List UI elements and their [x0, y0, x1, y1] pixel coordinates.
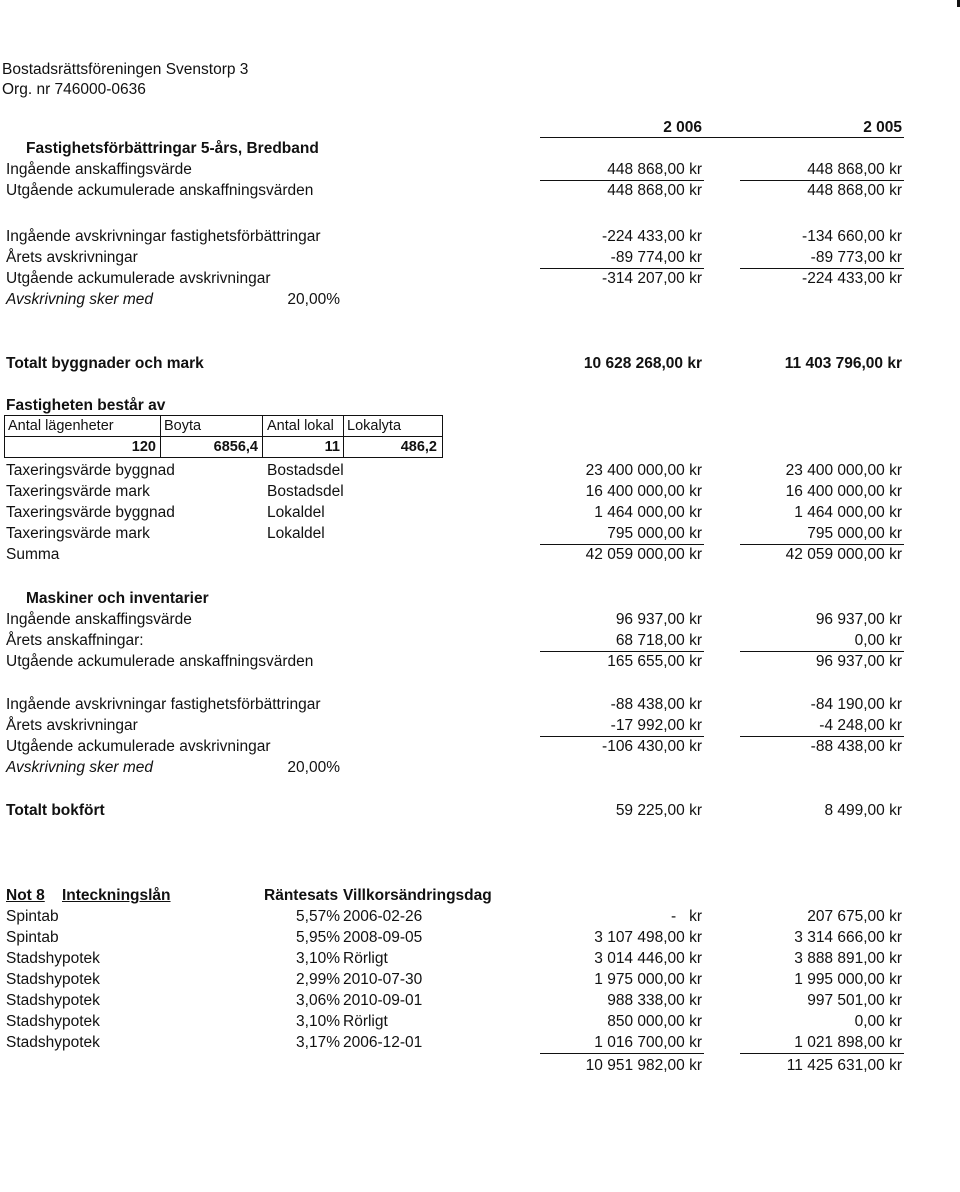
fastighet-avskr-2005: -89 773,00 kr — [810, 249, 902, 266]
loan-2005: 3 314 666,00 kr — [794, 929, 902, 946]
maskiner-row-2005: 0,00 kr — [854, 632, 902, 649]
taxering-2005: 23 400 000,00 kr — [785, 462, 902, 479]
maskiner-avskr-label: Utgående ackumulerade avskrivningar — [6, 738, 271, 755]
fastighet-avskr-2005: -134 660,00 kr — [802, 228, 902, 245]
fastighet-avskr-label: Ingående avskrivningar fastighetsförbättringar — [6, 228, 321, 245]
taxering-2005: 16 400 000,00 kr — [785, 483, 902, 500]
table-value-lagenheter: 120 — [131, 439, 156, 455]
not8-rate-header: Räntesats — [264, 887, 339, 904]
loan-2005: 1 995 000,00 kr — [794, 971, 902, 988]
rule — [540, 1053, 704, 1054]
loan-lender: Stadshypotek — [6, 1013, 100, 1030]
fastighet-avskr-label: Utgående ackumulerade avskrivningar — [6, 270, 271, 287]
taxering-part: Bostadsdel — [267, 483, 344, 500]
totalt-byggnader-label: Totalt byggnader och mark — [6, 355, 204, 372]
taxering-2005: 795 000,00 kr — [807, 525, 902, 542]
loan-date: 2008-09-05 — [343, 929, 423, 946]
fastighet-row-label: Utgående ackumulerade anskaffningsvärden — [6, 182, 314, 199]
rule — [740, 268, 904, 269]
loan-lender: Stadshypotek — [6, 992, 100, 1009]
loan-date: Rörligt — [343, 950, 388, 967]
org-number: Org. nr 746000-0636 — [2, 81, 146, 98]
fastigheten-title: Fastigheten består av — [6, 397, 166, 414]
loan-date: 2010-09-01 — [343, 992, 423, 1009]
totalt-bokfort-label: Totalt bokfört — [6, 802, 105, 819]
fastighet-avskr-2006: -314 207,00 kr — [602, 270, 702, 287]
maskiner-row-label: Utgående ackumulerade anskaffningsvärden — [6, 653, 314, 670]
loan-lender: Spintab — [6, 929, 59, 946]
maskiner-row-label: Årets anskaffningar: — [6, 632, 144, 649]
maskiner-avskr-2005: -4 248,00 kr — [819, 717, 902, 734]
loan-2005: 0,00 kr — [854, 1013, 902, 1030]
summa-label: Summa — [6, 546, 60, 563]
rule — [540, 268, 704, 269]
totalt-bokfort-2005: 8 499,00 kr — [824, 802, 902, 819]
loan-date: 2010-07-30 — [343, 971, 423, 988]
rule — [740, 180, 904, 181]
taxering-label: Taxeringsvärde mark — [6, 483, 150, 500]
maskiner-rate: 20,00% — [287, 759, 340, 776]
maskiner-avskr-label: Årets avskrivningar — [6, 717, 138, 734]
not8-label: Not 8 — [6, 887, 45, 904]
maskiner-title: Maskiner och inventarier — [26, 590, 209, 607]
table-header-boyta: Boyta — [164, 418, 202, 434]
totalt-byggnader-2005: 11 403 796,00 kr — [784, 355, 902, 372]
fastighet-row-2006: 448 868,00 kr — [607, 161, 702, 178]
loan-2006: 1 016 700,00 kr — [594, 1034, 702, 1051]
loan-rate: 3,10% — [296, 1013, 340, 1030]
loan-date: 2006-12-01 — [343, 1034, 423, 1051]
loan-2006: 1 975 000,00 kr — [594, 971, 702, 988]
org-name: Bostadsrättsföreningen Svenstorp 3 — [2, 61, 249, 78]
year-header-rule — [540, 137, 904, 138]
loan-2006: 3 107 498,00 kr — [594, 929, 702, 946]
rule — [740, 1053, 904, 1054]
loan-2006: - kr — [671, 908, 702, 925]
loan-rate: 5,57% — [296, 908, 340, 925]
loan-lender: Stadshypotek — [6, 950, 100, 967]
fastighet-rate: 20,00% — [287, 291, 340, 308]
taxering-2006: 795 000,00 kr — [607, 525, 702, 542]
rule — [540, 544, 704, 545]
fastighet-row-2006: 448 868,00 kr — [607, 182, 702, 199]
taxering-label: Taxeringsvärde byggnad — [6, 504, 175, 521]
maskiner-avskr-2005: -88 438,00 kr — [810, 738, 902, 755]
fastighet-title: Fastighetsförbättringar 5-års, Bredband — [26, 140, 319, 157]
loan-2005: 997 501,00 kr — [807, 992, 902, 1009]
not8-date-header: Villkorsändringsdag — [343, 887, 492, 904]
loan-rate: 3,06% — [296, 992, 340, 1009]
table-header-antal-lokal: Antal lokal — [267, 418, 334, 434]
loan-2005: 3 888 891,00 kr — [794, 950, 902, 967]
rule — [540, 651, 704, 652]
maskiner-row-2005: 96 937,00 kr — [815, 653, 902, 670]
table-divider — [343, 415, 344, 457]
fastighet-row-2005: 448 868,00 kr — [807, 182, 902, 199]
maskiner-rate-label: Avskrivning sker med — [6, 759, 154, 776]
loan-lender: Stadshypotek — [6, 1034, 100, 1051]
table-header-lagenheter: Antal lägenheter — [8, 418, 114, 434]
maskiner-avskr-2005: -84 190,00 kr — [810, 696, 902, 713]
loan-lender: Stadshypotek — [6, 971, 100, 988]
rule — [740, 544, 904, 545]
loan-2005: 1 021 898,00 kr — [794, 1034, 902, 1051]
table-value-boyta: 6856,4 — [213, 439, 258, 455]
maskiner-row-2006: 96 937,00 kr — [615, 611, 702, 628]
fastighet-avskr-2006: -224 433,00 kr — [602, 228, 702, 245]
loan-rate: 2,99% — [296, 971, 340, 988]
taxering-part: Lokaldel — [267, 525, 325, 542]
table-value-antal-lokal: 11 — [324, 439, 340, 455]
summa-2006: 42 059 000,00 kr — [585, 546, 702, 563]
year-2006-header: 2 006 — [663, 119, 702, 136]
loan-2006: 3 014 446,00 kr — [594, 950, 702, 967]
rule — [540, 736, 704, 737]
maskiner-row-2006: 165 655,00 kr — [607, 653, 702, 670]
loan-date: Rörligt — [343, 1013, 388, 1030]
table-divider — [4, 436, 442, 437]
maskiner-avskr-2006: -106 430,00 kr — [602, 738, 702, 755]
loan-rate: 3,17% — [296, 1034, 340, 1051]
totalt-byggnader-2006: 10 628 268,00 kr — [583, 355, 702, 372]
table-header-lokalyta: Lokalyta — [347, 418, 402, 434]
loan-total-2005: 11 425 631,00 kr — [786, 1057, 902, 1074]
taxering-2006: 1 464 000,00 kr — [594, 504, 702, 521]
taxering-2006: 23 400 000,00 kr — [585, 462, 702, 479]
loan-lender: Spintab — [6, 908, 59, 925]
fastighet-avskr-2006: -89 774,00 kr — [610, 249, 702, 266]
taxering-2005: 1 464 000,00 kr — [794, 504, 902, 521]
loan-rate: 3,10% — [296, 950, 340, 967]
fastighet-row-label: Ingående anskaffingsvärde — [6, 161, 192, 178]
maskiner-row-2006: 68 718,00 kr — [615, 632, 702, 649]
maskiner-avskr-2006: -88 438,00 kr — [610, 696, 702, 713]
year-2005-header: 2 005 — [863, 119, 902, 136]
loan-date: 2006-02-26 — [343, 908, 423, 925]
rule — [740, 736, 904, 737]
taxering-label: Taxeringsvärde mark — [6, 525, 150, 542]
maskiner-avskr-2006: -17 992,00 kr — [610, 717, 702, 734]
rule — [740, 651, 904, 652]
fastighet-avskr-label: Årets avskrivningar — [6, 249, 138, 266]
totalt-bokfort-2006: 59 225,00 kr — [615, 802, 702, 819]
fastighet-row-2005: 448 868,00 kr — [807, 161, 902, 178]
table-divider — [160, 415, 161, 457]
summa-2005: 42 059 000,00 kr — [785, 546, 902, 563]
table-value-lokalyta: 486,2 — [400, 439, 437, 455]
rule — [540, 180, 704, 181]
fastighet-avskr-2005: -224 433,00 kr — [802, 270, 902, 287]
fastighet-rate-label: Avskrivning sker med — [6, 291, 154, 308]
taxering-part: Lokaldel — [267, 504, 325, 521]
maskiner-row-2005: 96 937,00 kr — [815, 611, 902, 628]
loan-rate: 5,95% — [296, 929, 340, 946]
loan-total-2006: 10 951 982,00 kr — [585, 1057, 702, 1074]
loan-2006: 988 338,00 kr — [607, 992, 702, 1009]
loan-2006: 850 000,00 kr — [607, 1013, 702, 1030]
loan-2005: 207 675,00 kr — [807, 908, 902, 925]
taxering-2006: 16 400 000,00 kr — [585, 483, 702, 500]
table-divider — [262, 415, 263, 457]
not8-title: Inteckningslån — [62, 887, 171, 904]
taxering-part: Bostadsdel — [267, 462, 344, 479]
maskiner-avskr-label: Ingående avskrivningar fastighetsförbättringar — [6, 696, 321, 713]
taxering-label: Taxeringsvärde byggnad — [6, 462, 175, 479]
maskiner-row-label: Ingående anskaffingsvärde — [6, 611, 192, 628]
